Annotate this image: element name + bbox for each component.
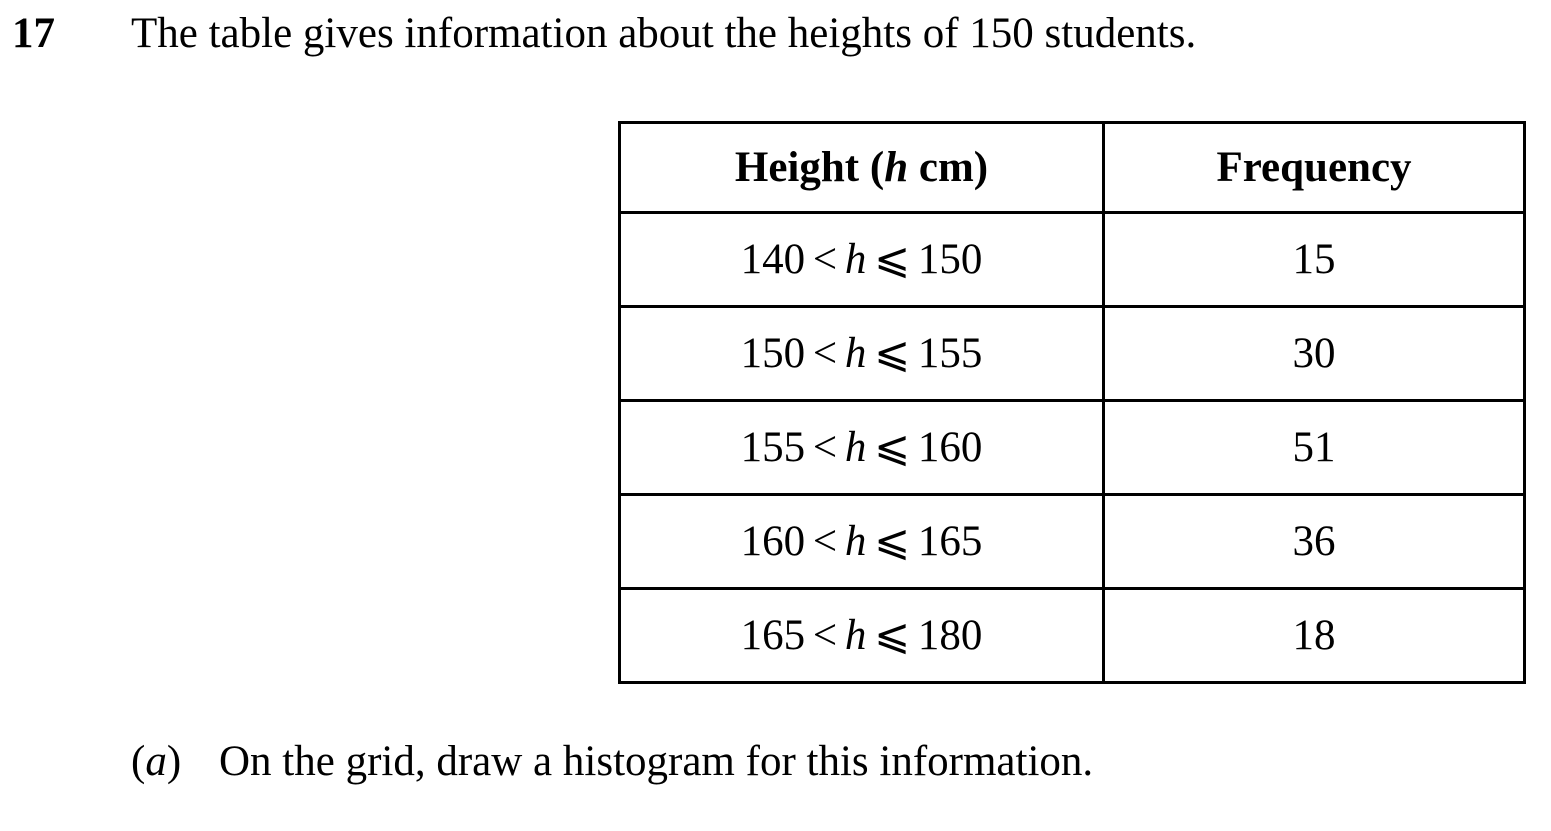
- frequency-value: 30: [1104, 307, 1525, 401]
- frequency-value: 15: [1104, 213, 1525, 307]
- height-interval: 160 < h ⩽ 165: [620, 495, 1104, 589]
- frequency-value: 36: [1104, 495, 1525, 589]
- question-number: 17: [12, 10, 55, 57]
- part-a: [131, 740, 1093, 783]
- height-interval: 165 < h ⩽ 180: [620, 589, 1104, 683]
- part-a-label: (a): [131, 738, 182, 785]
- height-interval: 140 < h ⩽ 150: [620, 213, 1104, 307]
- table-header-row: [620, 123, 1525, 213]
- header-height: Height (h cm): [620, 123, 1104, 213]
- heights-table: [618, 121, 1526, 684]
- table-row: [620, 495, 1525, 589]
- frequency-value: 18: [1104, 589, 1525, 683]
- height-interval: 155 < h ⩽ 160: [620, 401, 1104, 495]
- header-frequency: Frequency: [1104, 123, 1525, 213]
- height-interval: 150 < h ⩽ 155: [620, 307, 1104, 401]
- part-a-text: On the grid, draw a histogram for this information.: [219, 738, 1094, 785]
- question-intro: The table gives information about the heights of 150 students.: [131, 10, 1197, 57]
- table-row: [620, 307, 1525, 401]
- frequency-value: 51: [1104, 401, 1525, 495]
- table-row: [620, 401, 1525, 495]
- table-row: [620, 213, 1525, 307]
- table-row: [620, 589, 1525, 683]
